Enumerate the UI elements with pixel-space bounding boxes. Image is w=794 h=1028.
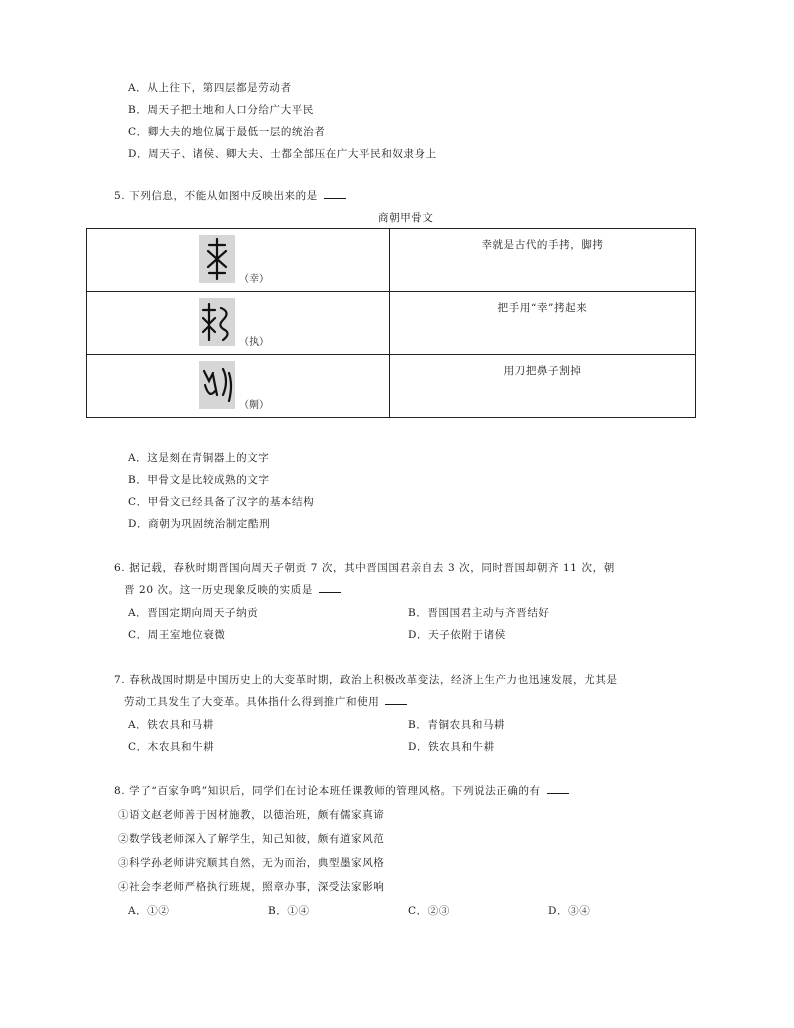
glyph-label: （劓） [239,400,269,411]
q8-item-2: ②数学钱老师深入了解学生，知己知彼，颇有道家风范 [118,833,385,845]
table-row [87,292,696,355]
q8-option-a: A．①② [128,905,170,917]
q8-option-d: D．③④ [548,905,591,917]
q8-option-b: B．①④ [268,905,310,917]
q5-option-a: A．这是刻在青铜器上的文字 [128,452,270,464]
oracle-glyph-zhi-icon [199,298,235,346]
q5-option-b: B．甲骨文是比较成熟的文字 [128,474,270,486]
glyph-meaning: 用刀把鼻子割掉 [503,365,582,377]
q8-item-3: ③科学孙老师讲究顺其自然，无为而治，典型墨家风格 [118,857,385,869]
meaning-cell [390,355,696,418]
q4-option-b: B．周天子把土地和人口分给广大平民 [128,104,314,116]
table-caption: 商朝甲骨文 [378,212,434,224]
glyph-label: （幸） [239,274,269,285]
q6-option-c: C．周王室地位衰微 [128,629,226,641]
q6-option-a: A．晋国定期向周天子纳贡 [128,607,259,619]
oracle-glyph-yi-icon [199,361,235,409]
table-row [87,229,696,292]
q6-option-d: D．天子依附于诸侯 [408,629,506,641]
q7-option-c: C．木农具和牛耕 [128,741,215,753]
glyph-meaning: 幸就是古代的手拷，脚拷 [481,239,604,251]
q8-item-1: ①语文赵老师善于因材施教，以德治班，颇有儒家真谛 [118,809,385,821]
answer-blank [385,695,407,705]
q5-option-d: D．商朝为巩固统治制定酷刑 [128,518,271,530]
glyph-cell [87,229,390,292]
q8-item-4: ④社会李老师严格执行班规，照章办事，深受法家影响 [118,881,385,893]
glyph-cell [87,292,390,355]
q7-option-a: A．铁农具和马耕 [128,719,214,731]
q8-stem-text: 8. 学了“百家争鸣”知识后，同学们在讨论本班任课教师的管理风格。下列说法正确的有 [114,785,541,797]
table-row [87,355,696,418]
q6-stem-line1: 6. 据记载，春秋时期晋国向周天子朝贡 7 次，其中晋国国君亲自去 3 次，同时晋国却朝齐 11 次，朝 [114,562,615,574]
q4-option-a: A．从上往下，第四层都是劳动者 [128,82,292,94]
meaning-cell [390,292,696,355]
glyph-label: （执） [239,337,269,348]
oracle-bone-table [86,228,696,418]
glyph-cell [87,355,390,418]
answer-blank [547,784,569,794]
q5-stem-text: 5. 下列信息，不能从如图中反映出来的是 [114,190,318,202]
answer-blank [324,189,346,199]
q8-option-c: C．②③ [408,905,450,917]
q4-option-d: D．周天子、诸侯、卿大夫、士都全部压在广大平民和奴隶身上 [128,148,437,160]
answer-blank [319,583,341,593]
q7-option-d: D．铁农具和牛耕 [408,741,495,753]
q8-stem [114,783,569,798]
q7-stem-text: 劳动工具发生了大变革。具体指什么得到推广和使用 [124,696,380,708]
q5-stem [114,188,346,203]
q7-stem-line1: 7. 春秋战国时期是中国历史上的大变革时期，政治上积极改革变法，经济上生产力也迅速发展，尤其是 [114,674,618,686]
oracle-glyph-xing-icon [199,235,235,283]
q5-option-c: C．甲骨文已经具备了汉字的基本结构 [128,496,315,508]
glyph-meaning: 把手用“幸”拷起来 [497,302,588,314]
q4-option-c: C．卿大夫的地位属于最低一层的统治者 [128,126,326,138]
q6-option-b: B．晋国国君主动与齐晋结好 [408,607,550,619]
q7-stem-line2 [124,694,407,709]
meaning-cell [390,229,696,292]
q7-option-b: B．青铜农具和马耕 [408,719,506,731]
q6-stem-line2 [124,582,341,597]
q6-stem-text: 晋 20 次。这一历史现象反映的实质是 [124,584,313,596]
